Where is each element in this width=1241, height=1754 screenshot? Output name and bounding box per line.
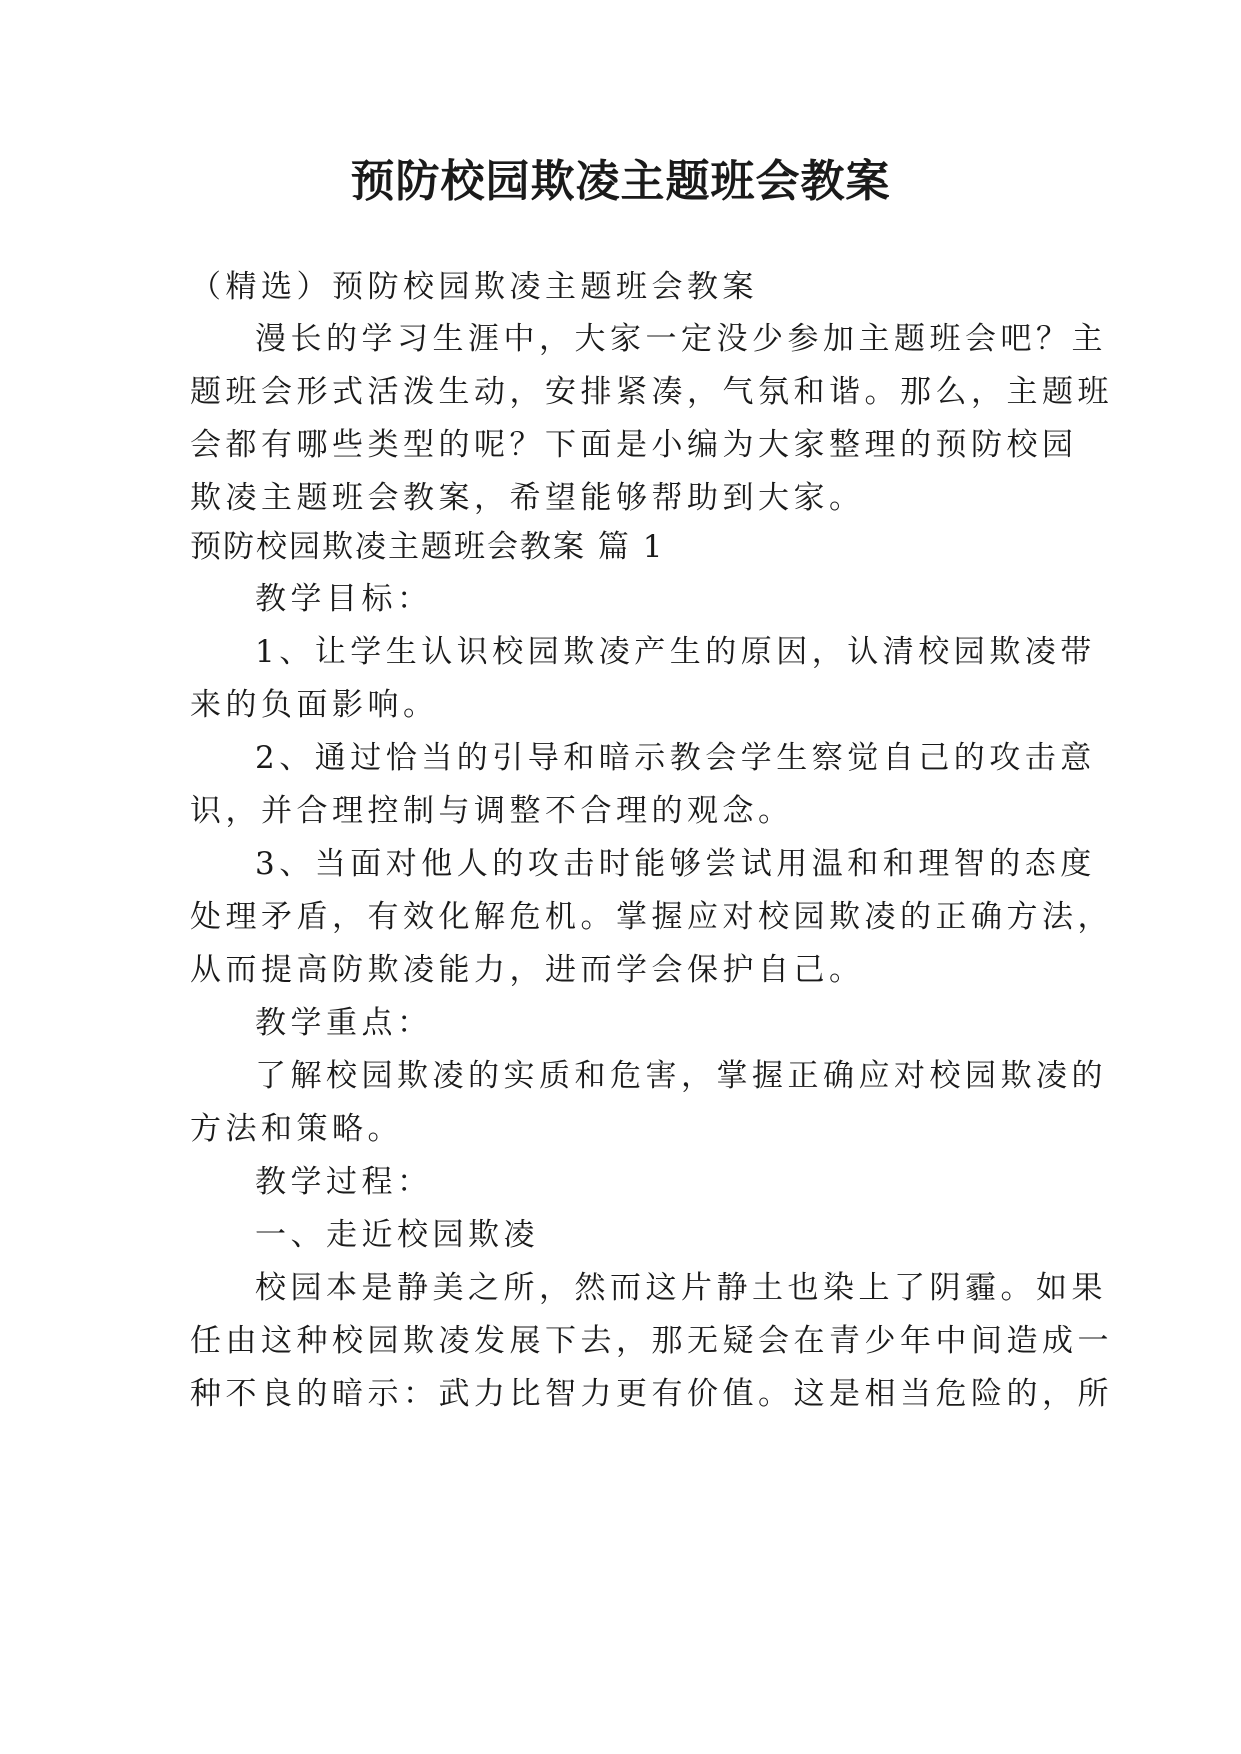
- paragraph-line: 处理矛盾，有效化解危机。掌握应对校园欺凌的正确方法，: [190, 899, 1113, 935]
- paragraph-line: 2、通过恰当的引导和暗示教会学生察觉自己的攻击意: [255, 740, 1096, 776]
- document-subtitle: （精选）预防校园欺凌主题班会教案: [190, 269, 758, 305]
- paragraph-line: 题班会形式活泼生动，安排紧凑，气氛和谐。那么，主题班: [190, 374, 1113, 410]
- paragraph-line: 了解校园欺凌的实质和危害，掌握正确应对校园欺凌的: [255, 1058, 1107, 1094]
- paragraph-line: 从而提高防欺凌能力，进而学会保护自己。: [190, 952, 865, 988]
- paragraph-line: 任由这种校园欺凌发展下去，那无疑会在青少年中间造成一: [190, 1323, 1113, 1359]
- paragraph-line: 教学重点：: [255, 1005, 433, 1041]
- section-heading: 预防校园欺凌主题班会教案 篇 1: [190, 529, 665, 565]
- paragraph-line: 来的负面影响。: [190, 687, 439, 723]
- paragraph-line: 方法和策略。: [190, 1111, 403, 1147]
- paragraph-line: 教学过程：: [255, 1164, 433, 1200]
- paragraph-line: 校园本是静美之所，然而这片静土也染上了阴霾。如果: [255, 1270, 1107, 1306]
- paragraph-line: 3、当面对他人的攻击时能够尝试用温和和理智的态度: [255, 846, 1096, 882]
- paragraph-line: 欺凌主题班会教案，希望能够帮助到大家。: [190, 480, 865, 516]
- paragraph-line: 会都有哪些类型的呢？下面是小编为大家整理的预防校园: [190, 427, 1078, 463]
- paragraph-line: 一、走近校园欺凌: [255, 1217, 539, 1253]
- paragraph-line: 1、让学生认识校园欺凌产生的原因，认清校园欺凌带: [255, 634, 1096, 670]
- paragraph-line: 识，并合理控制与调整不合理的观念。: [190, 793, 794, 829]
- paragraph-line: 漫长的学习生涯中，大家一定没少参加主题班会吧？主: [255, 321, 1107, 357]
- paragraph-line: 种不良的暗示：武力比智力更有价值。这是相当危险的，所: [190, 1376, 1113, 1412]
- document-title: 预防校园欺凌主题班会教案: [350, 156, 891, 207]
- paragraph-line: 教学目标：: [255, 581, 433, 617]
